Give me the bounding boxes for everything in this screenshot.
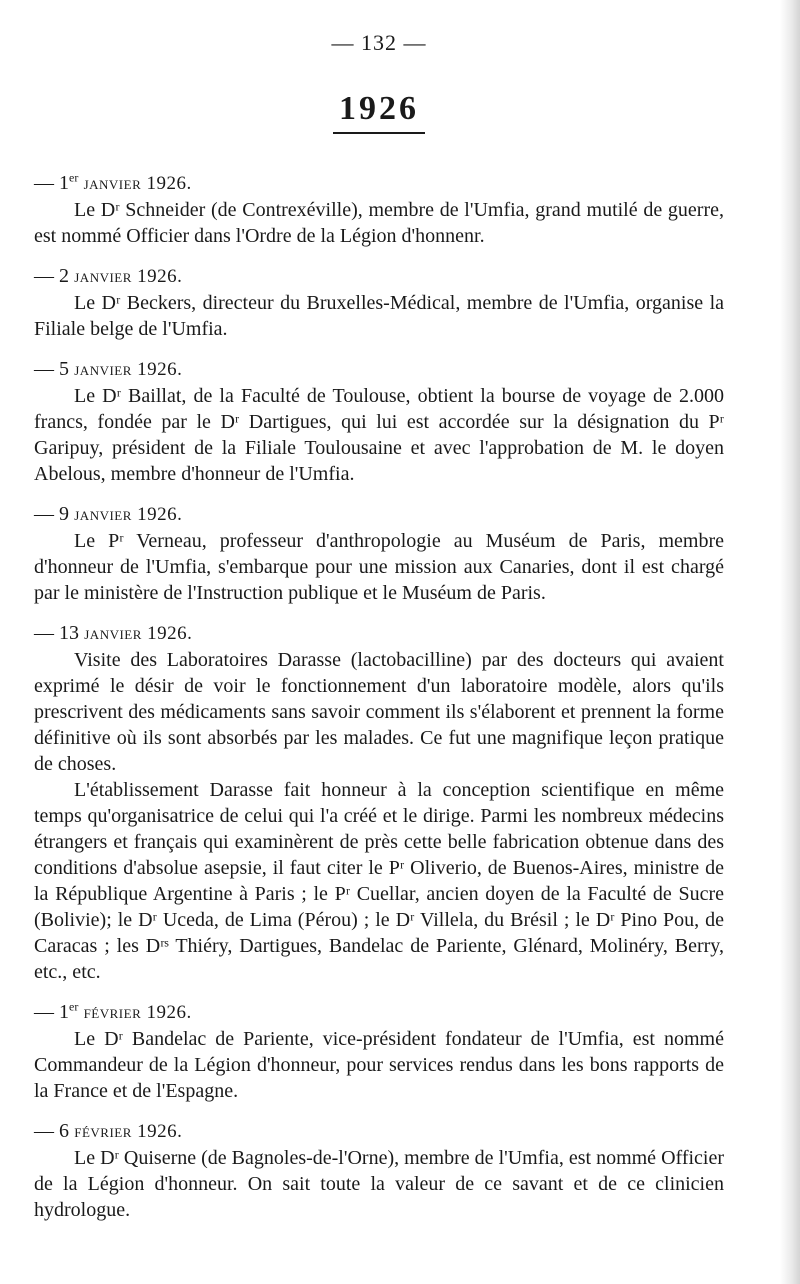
entry-2 [34,263,724,342]
entry-paragraph: Le Dʳ Bandelac de Pariente, vice-président fondateur de l'Umfia, est nommé Commandeur de la Légion d'honneur, pour services rendus dans les bons rapports de la France et de l'Espagne. [34,1028,724,1102]
entry-date: — 1er février 1926. [34,999,192,1023]
entry-date: — 6 février 1926. [34,1120,183,1142]
entry-paragraph: Visite des Laboratoires Darasse (lactobacilline) par des docteurs qui avaient exprimé le désir de voir le fonctionnement d'un laboratoire modèle, alors qu'ils prescrivent des médicaments sans savoir comment ils s'élaborent et prennent la forme définitive où ils sont absorbés par les malades. Ce fut une magnifique leçon pratique de choses. [34,649,724,775]
entry-1 [34,170,724,249]
entry-date: — 9 janvier 1926. [34,503,183,525]
entry-7 [34,1118,724,1223]
year-heading-text: 1926 [333,90,425,134]
entry-paragraph: L'établissement Darasse fait honneur à la conception scientifique en même temps qu'organisatrice de celui qui l'a créé et le dirige. Parmi les nombreux médecins étrangers et français qui examinèrent de près cette belle fabrication obtenue dans des conditions d'absolue asepsie, il faut citer le Pʳ Oliverio, de Buenos-Aires, ministre de la République Argentine à Paris ; le Pʳ Cuellar, ancien doyen de la Faculté de Sucre (Bolivie); le Dʳ Uceda, de Lima (Pérou) ; le Dʳ Villela, du Brésil ; le Dʳ Pino Pou, de Caracas ; les Dʳˢ Thiéry, Dartigues, Bandelac de Pariente, Glénard, Molinéry, Berry, etc., etc. [34,779,724,983]
page-edge-shadow [780,0,800,1284]
entry-date: — 2 janvier 1926. [34,265,183,287]
entry-paragraph: Le Dʳ Schneider (de Contrexéville), membre de l'Umfia, grand mutilé de guerre, est nommé Officier dans l'Ordre de la Légion d'honnenr. [34,199,724,247]
year-heading [34,90,724,134]
entry-paragraph: Le Dʳ Quiserne (de Bagnoles-de-l'Orne), membre de l'Umfia, est nommé Officier de la Légion d'honneur. On sait toute la valeur de ce savant et de ce clinicien hydrologue. [34,1147,724,1221]
entry-paragraph: Le Dʳ Baillat, de la Faculté de Toulouse, obtient la bourse de voyage de 2.000 francs, fondée par le Dʳ Dartigues, qui lui est accordée sur la désignation du Pʳ Garipuy, président de la Filiale Toulousaine et avec l'approbation de M. le doyen Abelous, membre d'honneur de l'Umfia. [34,385,724,485]
document-page [34,30,724,1237]
entry-date: — 13 janvier 1926. [34,622,193,644]
entry-4 [34,501,724,606]
entry-date: — 1er janvier 1926. [34,170,192,194]
entry-5 [34,620,724,985]
entry-6 [34,999,724,1104]
entry-3 [34,356,724,487]
page-number: — 132 — [331,30,427,55]
entry-date: — 5 janvier 1926. [34,358,183,380]
entry-paragraph: Le Pʳ Verneau, professeur d'anthropologie au Muséum de Paris, membre d'honneur de l'Umfia, s'embarque pour une mission aux Canaries, dont il est chargé par le ministère de l'Instruction publique et le Muséum de Paris. [34,530,724,604]
entry-paragraph: Le Dʳ Beckers, directeur du Bruxelles-Médical, membre de l'Umfia, organise la Filiale belge de l'Umfia. [34,292,724,340]
